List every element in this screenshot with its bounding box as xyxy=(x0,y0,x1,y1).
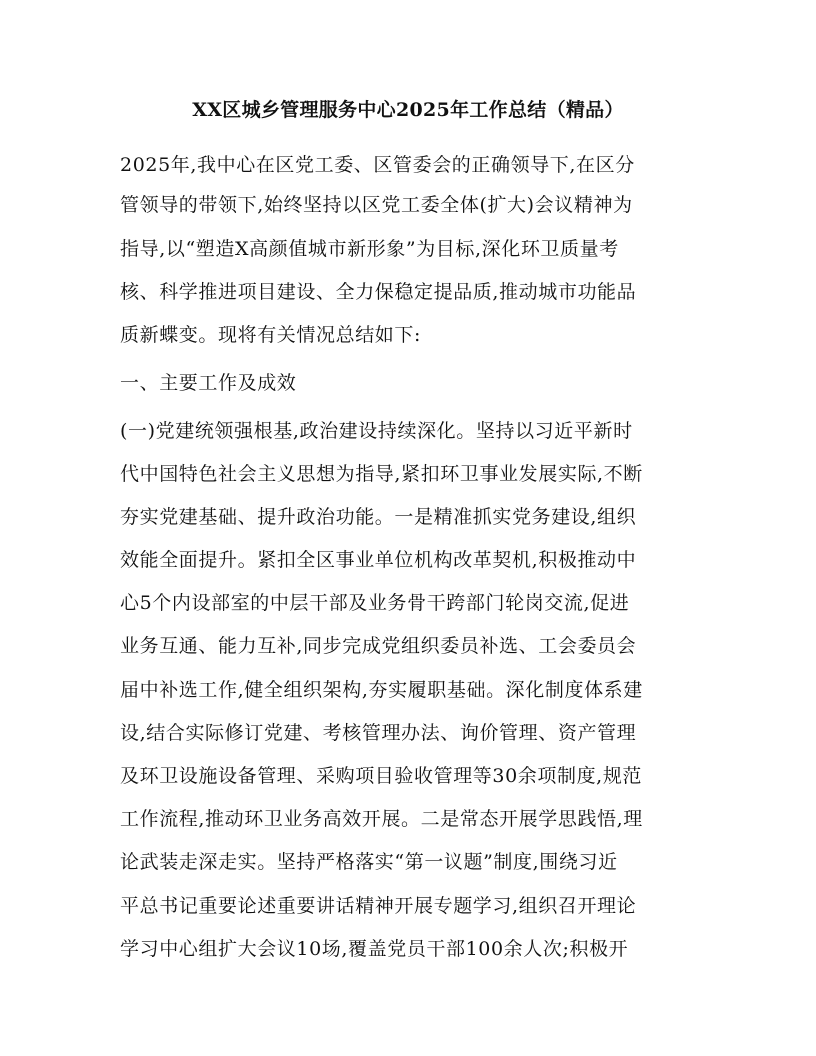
paragraph-line: 心5个内设部室的中层干部及业务骨干跨部门轮岗交流,促进 xyxy=(120,592,630,614)
paragraph-line: 学习中心组扩大会议10场,覆盖党员干部100余人次;积极开 xyxy=(120,938,629,960)
paragraph-line: 工作流程,推动环卫业务高效开展。二是常态开展学思践悟,理 xyxy=(120,808,643,830)
paragraph-line: 夯实党建基础、提升政治功能。一是精准抓实党务建设,组织 xyxy=(120,506,637,528)
paragraph-line: 届中补选工作,健全组织架构,夯实履职基础。深化制度体系建 xyxy=(120,679,643,701)
paragraph-line: 代中国特色社会主义思想为指导,紧扣环卫事业发展实际,不断 xyxy=(120,463,643,485)
paragraph-line: 管领导的带领下,始终坚持以区党工委全体(扩大)会议精神为 xyxy=(120,194,633,216)
paragraph-line: 及环卫设施设备管理、采购项目验收管理等30余项制度,规范 xyxy=(120,765,643,787)
section-heading: 一、主要工作及成效 xyxy=(120,372,297,394)
paragraph-line: 指导,以“塑造X高颜值城市新形象”为目标,深化环卫质量考 xyxy=(120,238,619,260)
paragraph-line: (一)党建统领强根基,政治建设持续深化。坚持以习近平新时 xyxy=(120,420,633,442)
paragraph-line: 核、科学推进项目建设、全力保稳定提品质,推动城市功能品 xyxy=(120,281,637,303)
paragraph-line: 平总书记重要论述重要讲话精神开展专题学习,组织召开理论 xyxy=(120,895,637,917)
paragraph-line: 设,结合实际修订党建、考核管理办法、询价管理、资产管理 xyxy=(120,722,637,744)
paragraph-line: 业务互通、能力互补,同步完成党组织委员补选、工会委员会 xyxy=(120,635,637,657)
document-title: XX区城乡管理服务中心2025年工作总结（精品） xyxy=(192,99,624,121)
paragraph-line: 效能全面提升。紧扣全区事业单位机构改革契机,积极推动中 xyxy=(120,549,637,571)
paragraph-line: 论武装走深走实。坚持严格落实“第一议题”制度,围绕习近 xyxy=(120,851,618,873)
paragraph-line: 质新蝶变。现将有关情况总结如下: xyxy=(120,324,422,346)
paragraph-line: 2025年,我中心在区党工委、区管委会的正确领导下,在区分 xyxy=(120,154,635,176)
